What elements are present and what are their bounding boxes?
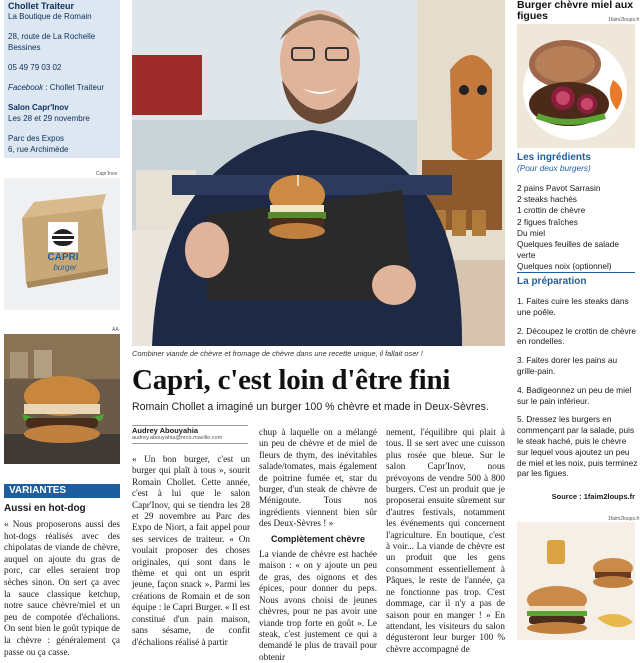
- article-col2-part1: chup à laquelle on a mélangé un peu de chèvre et de miel de fleurs de thym, des inévitables salade/tomates, mais également de poitrine fumée et, star du burger, d'un steak de chèvre de Ménigoute. Tous nos ingrédients viennent bien sûr des Deux-Sèvres ! »: [259, 427, 377, 529]
- variantes-text: « Nous proposerons aussi des hot-dogs réalisés avec des chipolatas de viande de chèvre, auquel on ajoute du gras de porc, car elles seraient trop sèches sinon. On sert ça avec la sauce classique ketchup, notre sauce chèvre/miel et un peu de compotée d'échalions. On sent bien le goût typique de la chèvre : généralement ça passe ou ça casse.: [4, 519, 120, 657]
- ingredient-item: 1 crottin de chèvre: [517, 205, 586, 216]
- photo1-credit: Capr'Inov: [96, 171, 118, 177]
- info-shop: La Boutique de Romain: [8, 12, 92, 21]
- burger-box-illustration: [4, 178, 120, 310]
- step-item: 3. Faites dorer les pains au grille-pain.: [517, 355, 618, 376]
- article-col3: nement, l'équilibre qui plait à tous. Il se sert avec une cuisson plus rosée que bleue. Sur le salon Capr'Inov, nous prévoyons de vendre 500 à 800 burgers. C'est un produit que je proposerai ensuite sûrement sur d'autres festivals, notamment les événements qui concernent l'agriculture. En boutique, c'est à voir... La viande de chèvre est un produit que les gens consomment essentiellement à Pâques, le reste de l'année, ça ne fonctionne pas trop. C'est dommage, car il n'y a pas de saison pour en manger ! » En attendant, les visiteurs du salon dégusteront leur burger 100 % chèvre accompagné de: [386, 427, 505, 654]
- ingredients-subheading: (Pour deux burgers): [517, 163, 591, 173]
- recipe-photo2-credit: 1faim2loups.fr: [608, 516, 640, 522]
- recipe-photo1-credit: 1faim2loups.fr: [608, 17, 640, 23]
- byline: [132, 425, 248, 444]
- box-logo-bottom: burger: [53, 263, 77, 272]
- info-salon: Salon Capr'Inov: [8, 103, 69, 112]
- recipe-source: Source : 1faim2loups.fr: [551, 492, 635, 501]
- article-col1: « Un bon burger, c'est un burger qui plaît à tous », sourit Romain Chollet. Cette année, c'est à lui que le salon Capr'Inov, qui se tiendra les 28 et 29 novembre au Parc des Expo de Niort, a fait appel pour ses services de traiteur. « On voulait proposer des choses originales, qui sont dans le thème et qui ont un esprit jeune, façon snack ». Parmi les créations de Romain et de son équipe : le Capri Burger. « Il est constitué d'un pain maison, sans sésame, de confit d'échalions réalisé à partir: [132, 454, 250, 647]
- burger-small-illustration: [4, 334, 120, 464]
- info-salon-dates: Les 28 et 29 novembre: [8, 114, 90, 123]
- box-logo-top: CAPRI: [47, 252, 79, 263]
- ingredient-item: Quelques noix (optionnel): [517, 261, 612, 272]
- info-venue-line1: Parc des Expos: [8, 134, 65, 143]
- preparation-steps: [517, 296, 639, 487]
- left-sidebar: [0, 0, 124, 657]
- variantes-banner: VARIANTES: [4, 484, 120, 498]
- preparation-heading: La préparation: [517, 276, 587, 287]
- fig-burger-illustration: [517, 24, 635, 148]
- info-address-line2: Bessines: [8, 43, 41, 52]
- step-item: 1. Faites cuire les steaks dans une poêle.: [517, 296, 629, 317]
- ingredient-item: Quelques feuilles de salade verte: [517, 239, 619, 261]
- burger-plate-illustration: [517, 522, 635, 640]
- info-facebook-value: : Chollet Traiteur: [43, 83, 105, 92]
- recipe-sidebar: [512, 0, 640, 640]
- info-facebook-label: Facebook: [8, 83, 44, 92]
- info-phone: 05 49 79 03 02: [8, 63, 62, 72]
- step-item: 2. Découpez le crottin de chèvre en rondelles.: [517, 325, 636, 347]
- ingredient-item: Du miel: [517, 227, 546, 238]
- photo-caption: Combiner viande de chèvre et fromage de chèvre dans une recette unique, il fallait oser !: [132, 349, 423, 358]
- subheadline: Romain Chollet a imaginé un burger 100 % chèvre et made in Deux-Sèvres.: [132, 401, 489, 413]
- author-email: audrey.abouyahia@nrco.maville.com: [132, 435, 248, 444]
- chef-burger-illustration: [132, 0, 505, 346]
- burger-photo-small: [4, 334, 120, 464]
- article-col2-part2: La viande de chèvre est hachée maison : « on y ajoute un peu de gras, des oignons et des épices, pour donner du peps. Nous avons choisi de jeunes chèvres, pour ne pas avoir une viande trop forte en goût ». Le steak, c'est justement ce qui a demandé le plus de travail pour obtenir: [259, 549, 377, 662]
- step-item: 5. Dressez les burgers en commençant par la salade, puis le steak haché, puis le chèvre sur lequel vous ajoutez un peu de miel et les noix, puis terminez par les figues.: [517, 414, 638, 479]
- divider: [517, 272, 635, 273]
- info-box: [4, 0, 120, 158]
- step-item: 4. Badigeonnez un peu de miel sur le pain inférieur.: [517, 384, 632, 406]
- fig-burger-photo: [517, 24, 635, 148]
- ingredient-item: 2 steaks hachés: [517, 194, 577, 205]
- info-company: Chollet Traiteur: [8, 1, 75, 11]
- recipe-title: Burger chèvre miel aux figues: [517, 0, 634, 22]
- photo2-credit: AA: [112, 327, 119, 333]
- info-address-line1: 28, route de La Rochelle: [8, 32, 96, 41]
- capri-burger-box-photo: [4, 178, 120, 310]
- ingredient-item: 2 pains Pavot Sarrasin: [517, 183, 601, 193]
- article-col2: [259, 427, 377, 663]
- info-facebook: [8, 82, 116, 93]
- ingredient-item: 2 figues fraîches: [517, 216, 578, 227]
- variantes-title: Aussi en hot-dog: [4, 503, 86, 514]
- section-subtitle: Complètement chèvre: [270, 533, 366, 544]
- info-venue-line2: 6, rue Archimède: [8, 145, 69, 154]
- author-name: Audrey Abouyahia: [132, 426, 198, 435]
- burger-plate-photo: [517, 522, 635, 640]
- main-photo: [132, 0, 505, 346]
- ingredients-list: [517, 183, 639, 273]
- ingredients-heading: Les ingrédients: [517, 152, 591, 163]
- headline: Capri, c'est loin d'être fini: [132, 364, 451, 396]
